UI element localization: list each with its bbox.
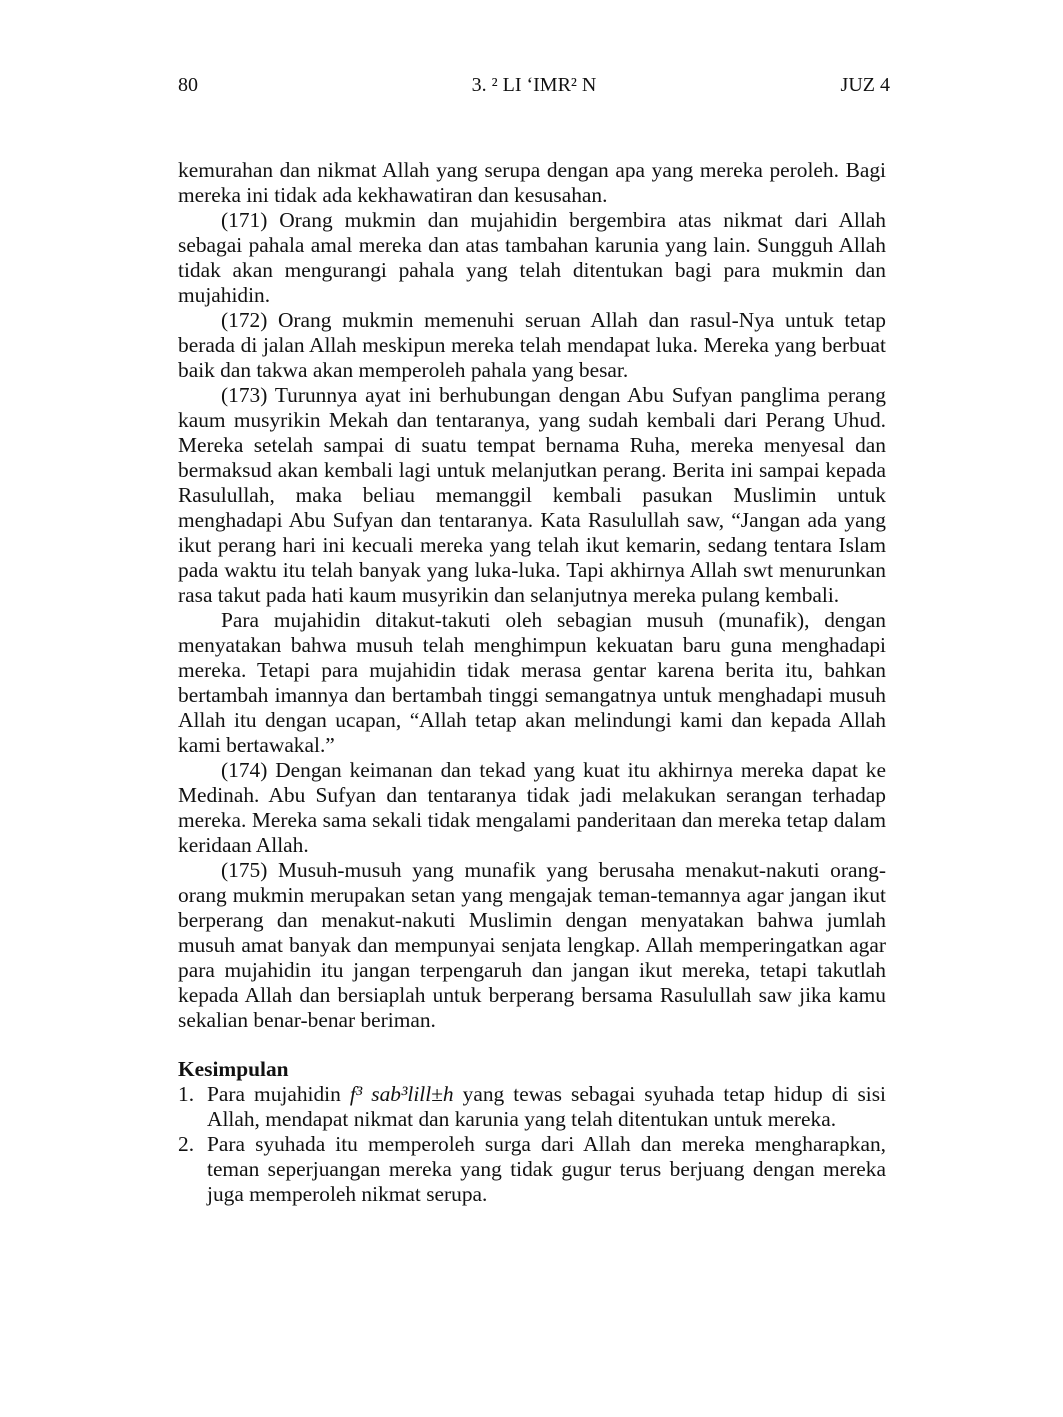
list-item-text-before: Para mujahidin	[207, 1082, 350, 1106]
paragraph-mujahidin: Para mujahidin ditakut-takuti oleh sebagian musuh (munafik), dengan menyatakan bahwa musuh telah menghimpun kekuatan baru guna menghadapi mereka. Tetapi para mujahidin tidak merasa gentar karena berita itu, bahkan bertambah imannya dan bertambah tinggi semangatnya untuk menghadapi musuh Allah itu dengan ucapan, “Allah tetap akan melindungi kami dan kepada Allah kami bertawakal.”	[178, 608, 886, 757]
paragraph-verse-171: (171) Orang mukmin dan mujahidin bergembira atas nikmat dari Allah sebagai pahala amal mereka dan atas tambahan karunia yang lain. Sungguh Allah tidak akan mengurangi pahala yang telah ditentukan bagi para mukmin dan mujahidin.	[178, 208, 886, 307]
running-header	[178, 72, 890, 98]
list-item-text-after: yang tewas sebagai syuhada tetap hidup di sisi Allah, mendapat nikmat dan karunia yang telah ditentukan untuk mereka.	[207, 1082, 886, 1131]
juz-label: JUZ 4	[840, 74, 890, 96]
paragraph-continuation: kemurahan dan nikmat Allah yang serupa dengan apa yang mereka peroleh. Bagi mereka ini tidak ada kekhawatiran dan kesusahan.	[178, 158, 886, 207]
chapter-title: 3. ² LI ‘IMR² N	[471, 74, 597, 96]
page-number: 80	[178, 74, 198, 96]
section-heading: Kesimpulan	[178, 1057, 289, 1081]
paragraph-verse-174: (174) Dengan keimanan dan tekad yang kuat itu akhirnya mereka dapat ke Medinah. Abu Sufyan dan tentaranya tidak jadi melakukan serangan terhadap mereka. Mereka sama sekali tidak mengalami panderitaan dan mereka tetap dalam keridaan Allah.	[178, 758, 886, 857]
paragraph-verse-175: (175) Musuh-musuh yang munafik yang berusaha menakut-nakuti orang-orang mukmin merupakan setan yang mengajak teman-temannya agar jangan ikut berperang dan menakut-nakuti Muslimin dengan menyatakan bahwa jumlah musuh amat banyak dan mempunyai senjata lengkap. Allah memperingatkan agar para mujahidin itu jangan terpengaruh dan jangan ikut mereka, tetapi takutlah kepada Allah dan bersiaplah untuk berperang bersama Rasulullah saw jika kamu sekalian benar-benar beriman.	[178, 858, 886, 1032]
paragraph-verse-172: (172) Orang mukmin memenuhi seruan Allah dan rasul-Nya untuk tetap berada di jalan Allah meskipun mereka telah mendapat luka. Mereka yang berbuat baik dan takwa akan memperoleh pahala yang besar.	[178, 308, 886, 382]
list-item	[178, 1082, 886, 1132]
conclusion-list	[178, 1082, 886, 1207]
list-item-number: 1.	[178, 1082, 195, 1106]
body-text	[178, 158, 886, 1207]
transliteration-italic: f³ sab³lill±h	[349, 1082, 454, 1106]
list-item-text: Para syuhada itu memperoleh surga dari Allah dan mereka mengharapkan, teman seperjuangan mereka yang tidak gugur terus berjuang dengan mereka juga memperoleh nikmat serupa.	[207, 1132, 886, 1206]
paragraph-verse-173: (173) Turunnya ayat ini berhubungan dengan Abu Sufyan panglima perang kaum musyrikin Mekah dan tentaranya, yang sudah kembali dari Perang Uhud. Mereka setelah sampai di suatu tempat bernama Ruha, mereka menyesal dan bermaksud akan kembali lagi untuk melanjutkan perang. Berita ini sampai kepada Rasulullah, maka beliau memanggil kembali pasukan Muslimin untuk menghadapi Abu Sufyan dan tentaranya. Kata Rasulullah saw, “Jangan ada yang ikut perang hari ini kecuali mereka yang telah ikut kemarin, sedang tentara Islam pada waktu itu telah banyak yang luka-luka. Tapi akhirnya Allah swt menurunkan rasa takut pada hati kaum musyrikin dan selanjutnya mereka pulang kembali.	[178, 383, 886, 607]
list-item-number: 2.	[178, 1132, 195, 1156]
list-item	[178, 1132, 886, 1207]
